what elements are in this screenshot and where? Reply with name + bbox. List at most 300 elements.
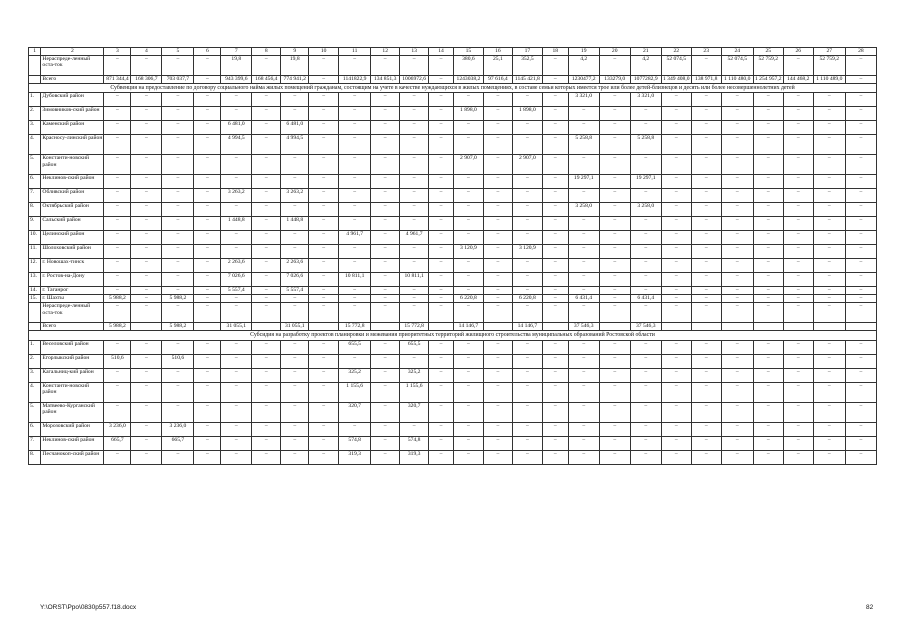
- value-cell: –: [429, 450, 454, 464]
- value-cell: –: [630, 245, 661, 259]
- column-number-cell: 13: [400, 48, 429, 56]
- value-cell: 3 120,9: [453, 245, 483, 259]
- value-cell: [813, 323, 845, 331]
- value-cell: –: [691, 107, 721, 121]
- value-cell: 3 120,9: [512, 245, 542, 259]
- value-cell: 15 772,8: [339, 323, 371, 331]
- value-cell: –: [542, 259, 568, 273]
- value-cell: –: [691, 368, 721, 382]
- value-cell: –: [599, 245, 630, 259]
- value-cell: –: [104, 93, 131, 107]
- table-row: [29, 450, 877, 464]
- value-cell: –: [661, 303, 691, 323]
- value-cell: 5 988,2: [162, 323, 194, 331]
- value-cell: –: [194, 93, 221, 107]
- column-number-cell: 12: [371, 48, 400, 56]
- value-cell: –: [753, 203, 783, 217]
- value-cell: –: [753, 422, 783, 436]
- value-cell: –: [281, 155, 309, 175]
- value-cell: –: [400, 189, 429, 203]
- value-cell: –: [309, 340, 339, 354]
- value-cell: –: [453, 422, 483, 436]
- value-cell: –: [162, 93, 194, 107]
- value-cell: 1 898,0: [512, 107, 542, 121]
- value-cell: –: [252, 295, 281, 303]
- value-cell: –: [845, 382, 876, 402]
- table-row: [29, 368, 877, 382]
- value-cell: –: [194, 273, 221, 287]
- value-cell: –: [131, 203, 162, 217]
- value-cell: –: [512, 303, 542, 323]
- value-cell: –: [104, 217, 131, 231]
- district-name-cell: Целинский район: [41, 231, 104, 245]
- value-cell: –: [691, 436, 721, 450]
- value-cell: –: [542, 354, 568, 368]
- value-cell: –: [813, 217, 845, 231]
- value-cell: –: [483, 295, 512, 303]
- value-cell: –: [104, 135, 131, 155]
- value-cell: –: [371, 56, 400, 76]
- value-cell: –: [568, 273, 599, 287]
- district-name-cell: Зимовников-ский район: [41, 107, 104, 121]
- value-cell: –: [599, 436, 630, 450]
- value-cell: –: [429, 303, 454, 323]
- row-number-cell: [29, 76, 41, 84]
- value-cell: –: [194, 402, 221, 422]
- row-number-cell: 6.: [29, 175, 41, 189]
- value-cell: –: [512, 354, 542, 368]
- value-cell: –: [721, 203, 753, 217]
- value-cell: –: [512, 231, 542, 245]
- value-cell: –: [813, 436, 845, 450]
- value-cell: 3 258,0: [630, 203, 661, 217]
- value-cell: [194, 323, 221, 331]
- value-cell: –: [813, 273, 845, 287]
- table-row: [29, 135, 877, 155]
- value-cell: 138 971,8: [691, 76, 721, 84]
- value-cell: 3 263,2: [281, 189, 309, 203]
- value-cell: –: [162, 259, 194, 273]
- value-cell: [845, 323, 876, 331]
- column-number-cell: 26: [783, 48, 813, 56]
- value-cell: 574,8: [400, 436, 429, 450]
- value-cell: 37 546,3: [568, 323, 599, 331]
- value-cell: –: [661, 340, 691, 354]
- value-cell: 1 448,8: [281, 217, 309, 231]
- value-cell: –: [753, 382, 783, 402]
- value-cell: [599, 323, 630, 331]
- value-cell: [483, 323, 512, 331]
- value-cell: –: [599, 340, 630, 354]
- table-row: [29, 402, 877, 422]
- value-cell: 320,7: [400, 402, 429, 422]
- value-cell: –: [252, 340, 281, 354]
- value-cell: –: [542, 76, 568, 84]
- value-cell: –: [309, 231, 339, 245]
- value-cell: –: [104, 303, 131, 323]
- value-cell: –: [131, 189, 162, 203]
- value-cell: –: [483, 422, 512, 436]
- value-cell: –: [568, 107, 599, 121]
- value-cell: –: [453, 382, 483, 402]
- value-cell: –: [721, 402, 753, 422]
- value-cell: –: [512, 175, 542, 189]
- budget-table-page: [28, 47, 877, 465]
- value-cell: [429, 323, 454, 331]
- value-cell: 10 811,1: [400, 273, 429, 287]
- value-cell: –: [400, 135, 429, 155]
- value-cell: –: [281, 203, 309, 217]
- table-row: [29, 121, 877, 135]
- value-cell: –: [281, 303, 309, 323]
- value-cell: –: [162, 217, 194, 231]
- value-cell: –: [309, 217, 339, 231]
- value-cell: –: [813, 382, 845, 402]
- district-name-cell: г. Шахты: [41, 295, 104, 303]
- value-cell: –: [721, 231, 753, 245]
- table-row: [29, 175, 877, 189]
- column-number-cell: 14: [429, 48, 454, 56]
- value-cell: –: [845, 436, 876, 450]
- value-cell: –: [400, 217, 429, 231]
- value-cell: 6 481,0: [221, 121, 252, 135]
- value-cell: 7 026,6: [221, 273, 252, 287]
- value-cell: –: [512, 93, 542, 107]
- value-cell: –: [753, 436, 783, 450]
- row-number-cell: 14.: [29, 287, 41, 295]
- value-cell: –: [252, 402, 281, 422]
- value-cell: –: [630, 402, 661, 422]
- value-cell: –: [568, 450, 599, 464]
- table-row: [29, 354, 877, 368]
- value-cell: –: [371, 93, 400, 107]
- value-cell: 1077282,9: [630, 76, 661, 84]
- value-cell: –: [661, 175, 691, 189]
- value-cell: –: [691, 245, 721, 259]
- value-cell: –: [542, 368, 568, 382]
- value-cell: –: [599, 135, 630, 155]
- value-cell: –: [568, 245, 599, 259]
- value-cell: –: [753, 217, 783, 231]
- value-cell: 1141822,9: [339, 76, 371, 84]
- value-cell: 510,6: [104, 354, 131, 368]
- value-cell: –: [512, 217, 542, 231]
- table-row: [29, 287, 877, 295]
- column-number-row: [29, 48, 877, 56]
- value-cell: –: [309, 422, 339, 436]
- value-cell: 2 263,6: [281, 259, 309, 273]
- value-cell: –: [400, 56, 429, 76]
- value-cell: –: [753, 155, 783, 175]
- section-title-cell: Субвенция на предоставление по договору социального найма жилых помещений гражданам, состоящим на учете в качестве нуждающихся в жилых помещениях, в составе семьи которых имеется трое или более детей-близнецов и десять или более несовершеннолетних детей: [29, 84, 877, 93]
- value-cell: –: [599, 287, 630, 295]
- value-cell: –: [104, 107, 131, 121]
- value-cell: –: [483, 175, 512, 189]
- value-cell: –: [542, 402, 568, 422]
- value-cell: –: [783, 217, 813, 231]
- value-cell: 325,2: [339, 368, 371, 382]
- value-cell: –: [721, 217, 753, 231]
- column-number-cell: 28: [845, 48, 876, 56]
- value-cell: –: [194, 189, 221, 203]
- value-cell: –: [194, 354, 221, 368]
- value-cell: 2 263,6: [221, 259, 252, 273]
- section-title-cell: Субсидия на разработку проектов планировки и межевания приоритетных территорий жилищного строительства муниципальных образований Ростовской области: [29, 331, 877, 340]
- value-cell: –: [783, 175, 813, 189]
- table-row: [29, 295, 877, 303]
- district-name-cell: Нераспреде-ленный оста-ток: [41, 56, 104, 76]
- value-cell: –: [753, 259, 783, 273]
- value-cell: –: [599, 273, 630, 287]
- value-cell: –: [721, 259, 753, 273]
- value-cell: –: [252, 56, 281, 76]
- value-cell: –: [194, 436, 221, 450]
- column-number-cell: 19: [568, 48, 599, 56]
- value-cell: –: [483, 203, 512, 217]
- value-cell: –: [845, 217, 876, 231]
- value-cell: 1243038,2: [453, 76, 483, 84]
- value-cell: –: [221, 245, 252, 259]
- value-cell: 168 306,7: [131, 76, 162, 84]
- value-cell: –: [252, 273, 281, 287]
- row-number-cell: 5.: [29, 155, 41, 175]
- value-cell: –: [542, 273, 568, 287]
- value-cell: –: [131, 382, 162, 402]
- value-cell: –: [630, 422, 661, 436]
- value-cell: –: [813, 422, 845, 436]
- value-cell: –: [691, 303, 721, 323]
- value-cell: –: [691, 450, 721, 464]
- value-cell: –: [339, 121, 371, 135]
- value-cell: –: [400, 295, 429, 303]
- value-cell: –: [309, 245, 339, 259]
- value-cell: –: [194, 382, 221, 402]
- value-cell: –: [252, 354, 281, 368]
- value-cell: 2 907,0: [512, 155, 542, 175]
- value-cell: 325,2: [400, 368, 429, 382]
- value-cell: –: [813, 450, 845, 464]
- district-name-cell: Каменский район: [41, 121, 104, 135]
- value-cell: –: [783, 203, 813, 217]
- value-cell: –: [661, 402, 691, 422]
- column-number-cell: 21: [630, 48, 661, 56]
- value-cell: –: [104, 402, 131, 422]
- value-cell: –: [661, 203, 691, 217]
- value-cell: –: [483, 354, 512, 368]
- value-cell: –: [429, 56, 454, 76]
- value-cell: –: [131, 354, 162, 368]
- value-cell: –: [691, 175, 721, 189]
- value-cell: –: [483, 450, 512, 464]
- value-cell: –: [630, 382, 661, 402]
- value-cell: –: [194, 231, 221, 245]
- value-cell: –: [845, 273, 876, 287]
- value-cell: –: [661, 259, 691, 273]
- table-row: [29, 189, 877, 203]
- value-cell: –: [753, 354, 783, 368]
- column-number-cell: 17: [512, 48, 542, 56]
- value-cell: –: [400, 155, 429, 175]
- value-cell: –: [453, 436, 483, 450]
- value-cell: –: [753, 450, 783, 464]
- value-cell: –: [309, 121, 339, 135]
- value-cell: –: [845, 189, 876, 203]
- value-cell: –: [783, 56, 813, 76]
- value-cell: 655,5: [400, 340, 429, 354]
- value-cell: –: [691, 217, 721, 231]
- value-cell: –: [813, 93, 845, 107]
- value-cell: –: [131, 422, 162, 436]
- value-cell: –: [542, 382, 568, 402]
- value-cell: –: [661, 135, 691, 155]
- value-cell: –: [429, 354, 454, 368]
- value-cell: –: [309, 175, 339, 189]
- value-cell: –: [162, 203, 194, 217]
- value-cell: –: [252, 382, 281, 402]
- value-cell: –: [429, 121, 454, 135]
- value-cell: –: [104, 245, 131, 259]
- value-cell: 4,2: [568, 56, 599, 76]
- column-number-cell: 3: [104, 48, 131, 56]
- value-cell: 655,5: [339, 340, 371, 354]
- value-cell: –: [429, 107, 454, 121]
- value-cell: 871 344,4: [104, 76, 131, 84]
- value-cell: 4 961,7: [339, 231, 371, 245]
- value-cell: –: [845, 402, 876, 422]
- value-cell: 1006972,6: [400, 76, 429, 84]
- value-cell: 37 546,3: [630, 323, 661, 331]
- value-cell: –: [661, 231, 691, 245]
- value-cell: –: [104, 259, 131, 273]
- value-cell: –: [162, 450, 194, 464]
- value-cell: –: [661, 273, 691, 287]
- table-row: [29, 259, 877, 273]
- value-cell: –: [542, 340, 568, 354]
- value-cell: –: [845, 155, 876, 175]
- value-cell: –: [568, 121, 599, 135]
- value-cell: –: [194, 245, 221, 259]
- value-cell: –: [483, 259, 512, 273]
- column-number-cell: 11: [339, 48, 371, 56]
- row-number-cell: 10.: [29, 231, 41, 245]
- table-row: [29, 155, 877, 175]
- value-cell: –: [813, 287, 845, 295]
- value-cell: 1 155,6: [339, 382, 371, 402]
- value-cell: –: [630, 354, 661, 368]
- value-cell: –: [753, 340, 783, 354]
- value-cell: 1 448,8: [221, 217, 252, 231]
- value-cell: –: [599, 175, 630, 189]
- value-cell: [371, 323, 400, 331]
- value-cell: –: [721, 273, 753, 287]
- value-cell: 133279,0: [599, 76, 630, 84]
- table-row: [29, 422, 877, 436]
- value-cell: –: [783, 295, 813, 303]
- value-cell: –: [309, 295, 339, 303]
- value-cell: –: [221, 422, 252, 436]
- value-cell: –: [568, 422, 599, 436]
- value-cell: –: [194, 203, 221, 217]
- value-cell: –: [542, 189, 568, 203]
- column-number-cell: 1: [29, 48, 41, 56]
- value-cell: –: [453, 231, 483, 245]
- value-cell: –: [281, 402, 309, 422]
- value-cell: –: [753, 245, 783, 259]
- value-cell: –: [721, 340, 753, 354]
- value-cell: –: [542, 217, 568, 231]
- value-cell: –: [400, 93, 429, 107]
- value-cell: –: [104, 450, 131, 464]
- value-cell: –: [691, 231, 721, 245]
- value-cell: –: [309, 135, 339, 155]
- column-number-cell: 27: [813, 48, 845, 56]
- value-cell: –: [104, 273, 131, 287]
- district-name-cell: г. Таганрог: [41, 287, 104, 295]
- value-cell: –: [371, 259, 400, 273]
- value-cell: –: [483, 217, 512, 231]
- value-cell: –: [131, 93, 162, 107]
- value-cell: –: [309, 368, 339, 382]
- value-cell: –: [599, 303, 630, 323]
- value-cell: –: [131, 402, 162, 422]
- table-row: [29, 303, 877, 323]
- value-cell: –: [252, 175, 281, 189]
- value-cell: –: [194, 135, 221, 155]
- value-cell: –: [162, 155, 194, 175]
- value-cell: –: [429, 217, 454, 231]
- value-cell: –: [339, 354, 371, 368]
- value-cell: –: [753, 189, 783, 203]
- value-cell: –: [783, 93, 813, 107]
- value-cell: –: [131, 135, 162, 155]
- value-cell: 510,6: [162, 354, 194, 368]
- value-cell: –: [512, 135, 542, 155]
- value-cell: –: [162, 245, 194, 259]
- value-cell: –: [252, 450, 281, 464]
- value-cell: –: [542, 436, 568, 450]
- value-cell: –: [453, 340, 483, 354]
- table-row: [29, 93, 877, 107]
- value-cell: –: [661, 295, 691, 303]
- value-cell: –: [104, 175, 131, 189]
- value-cell: 19 297,1: [630, 175, 661, 189]
- value-cell: –: [104, 287, 131, 295]
- value-cell: –: [813, 245, 845, 259]
- value-cell: –: [845, 450, 876, 464]
- value-cell: –: [131, 340, 162, 354]
- value-cell: –: [104, 203, 131, 217]
- value-cell: –: [813, 368, 845, 382]
- value-cell: –: [194, 303, 221, 323]
- value-cell: –: [309, 56, 339, 76]
- value-cell: 31 055,1: [281, 323, 309, 331]
- value-cell: –: [194, 450, 221, 464]
- value-cell: –: [339, 189, 371, 203]
- value-cell: 52 074,5: [721, 56, 753, 76]
- value-cell: –: [542, 107, 568, 121]
- value-cell: –: [568, 303, 599, 323]
- value-cell: –: [721, 287, 753, 295]
- value-cell: –: [845, 93, 876, 107]
- value-cell: –: [691, 402, 721, 422]
- value-cell: –: [221, 354, 252, 368]
- value-cell: [783, 323, 813, 331]
- value-cell: –: [783, 121, 813, 135]
- column-number-cell: 4: [131, 48, 162, 56]
- table-row: [29, 340, 877, 354]
- value-cell: –: [753, 368, 783, 382]
- value-cell: –: [568, 382, 599, 402]
